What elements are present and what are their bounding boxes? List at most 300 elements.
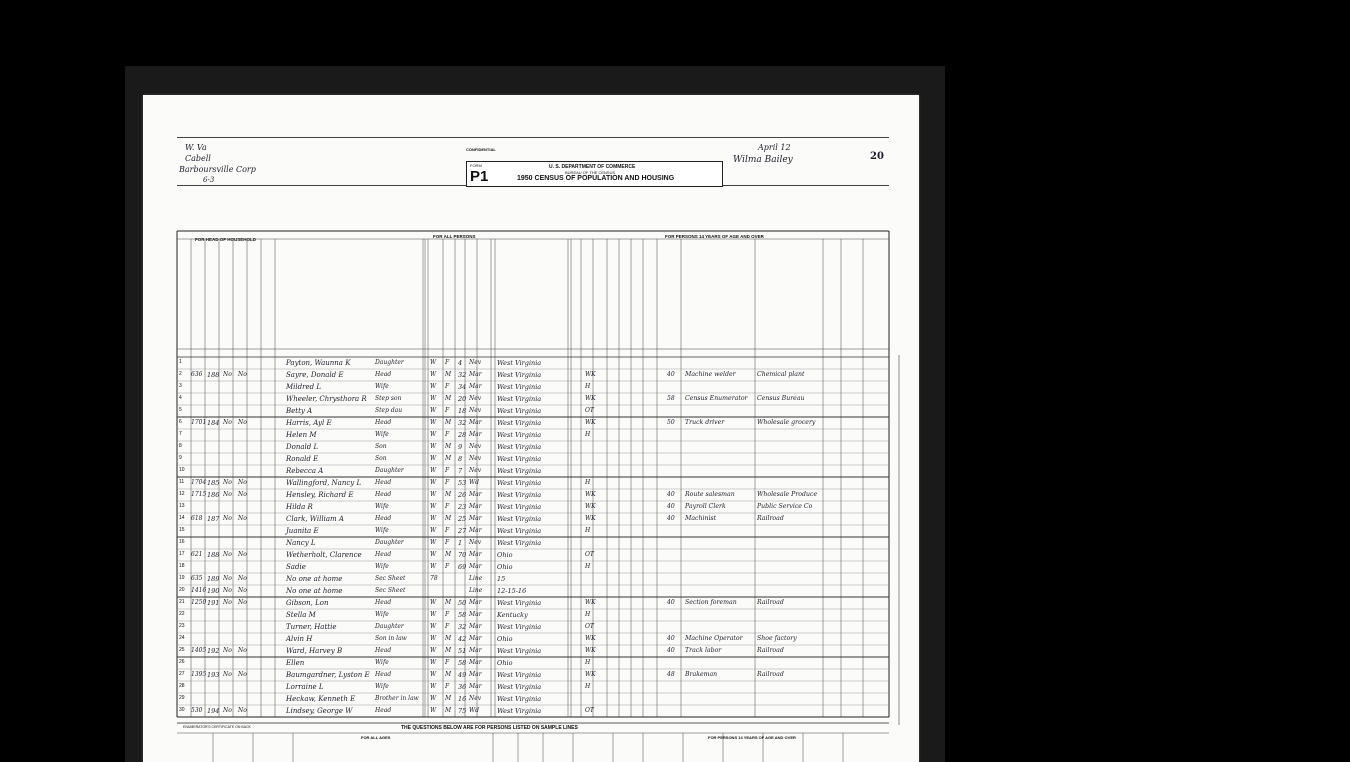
relationship: Step dau [375, 407, 403, 414]
hours-worked: 40 [667, 491, 675, 498]
marital-status: Nev [469, 359, 482, 366]
acres-answer: No [238, 647, 247, 654]
marital-status: Mar [469, 551, 482, 558]
line-number: 3 [179, 383, 182, 389]
relationship: Wife [375, 431, 389, 438]
sex: F [445, 527, 450, 534]
sex: F [445, 683, 450, 690]
sex: M [445, 551, 452, 558]
line-number: 6 [179, 419, 182, 425]
birthplace: West Virginia [497, 395, 542, 403]
birthplace: West Virginia [497, 539, 542, 547]
occupation: Machine welder [685, 371, 736, 378]
industry: Wholesale grocery [757, 419, 816, 426]
form-label: FORM [470, 163, 482, 168]
acres-answer: No [238, 515, 247, 522]
race: W [430, 683, 437, 690]
person-name: Ellen [286, 659, 305, 667]
person-name: Alvin H [286, 635, 313, 643]
race: W [430, 407, 437, 414]
sex: M [445, 695, 452, 702]
employment-status: WK [585, 395, 596, 402]
relationship: Head [375, 491, 392, 498]
race: W [430, 539, 437, 546]
acres-answer: No [238, 587, 247, 594]
county-value: Cabell [185, 154, 211, 163]
line-number: 29 [179, 695, 185, 701]
sex: M [445, 671, 452, 678]
sex: F [445, 479, 450, 486]
acres-answer: No [238, 551, 247, 558]
line-number: 15 [179, 527, 185, 533]
farm-answer: No [223, 419, 232, 426]
birthplace: West Virginia [497, 467, 542, 475]
line-number: 16 [179, 539, 185, 545]
employment-status: WK [585, 671, 596, 678]
person-name: Donald L [286, 443, 319, 451]
marital-status: Nev [469, 395, 482, 402]
line-number: 21 [179, 599, 185, 605]
birthplace: West Virginia [497, 455, 542, 463]
township-value: Barboursville Corp [179, 165, 256, 174]
enumerator-name: Wilma Bailey [733, 155, 793, 165]
age: 50 [458, 599, 467, 607]
race: W [430, 443, 437, 450]
farm-answer: No [223, 371, 232, 378]
age: 34 [458, 383, 467, 391]
farm-answer: No [223, 491, 232, 498]
race: W [430, 503, 437, 510]
sex: F [445, 431, 450, 438]
person-name: Heckaw, Kenneth E [286, 695, 356, 703]
marital-status: Line [469, 575, 483, 582]
race: 78 [430, 575, 438, 582]
employment-status: H [585, 479, 591, 486]
relationship: Wife [375, 683, 389, 690]
marital-status: Mar [469, 659, 482, 666]
serial-number: 189 [207, 575, 220, 583]
relationship: Daughter [375, 623, 404, 630]
farm-answer: No [223, 647, 232, 654]
person-name: Betty A [286, 407, 313, 415]
relationship: Daughter [375, 539, 404, 546]
acres-answer: No [238, 371, 247, 378]
person-name: Mildred L [286, 383, 321, 391]
marital-status: Mar [469, 635, 482, 642]
age: 49 [458, 671, 467, 679]
person-name: Clark, William A [286, 515, 344, 523]
employment-status: WK [585, 503, 596, 510]
marital-status: Line [469, 587, 483, 594]
relationship: Daughter [375, 359, 404, 366]
serial-number: 184 [207, 419, 220, 427]
dwelling-number: 621 [191, 551, 203, 558]
sex: M [445, 635, 452, 642]
occupation: Brakeman [685, 671, 718, 678]
dwelling-number: 1405 [191, 647, 207, 654]
birthplace: Ohio [497, 635, 513, 643]
sheet-number: 20 [870, 151, 884, 162]
employment-status: H [585, 563, 591, 570]
race: W [430, 419, 437, 426]
marital-status: Mar [469, 371, 482, 378]
acres-answer: No [238, 479, 247, 486]
relationship: Head [375, 647, 392, 654]
relationship: Head [375, 551, 392, 558]
birthplace: West Virginia [497, 515, 542, 523]
race: W [430, 359, 437, 366]
serial-number: 190 [207, 587, 220, 595]
person-name: Hensley, Richard E [286, 491, 354, 499]
enumeration-date: April 12 [758, 143, 791, 152]
age: 69 [458, 563, 467, 571]
age: 36 [458, 683, 467, 691]
industry: Census Bureau [757, 395, 805, 402]
marital-status: Mar [469, 563, 482, 570]
line-number: 1 [179, 359, 182, 365]
person-name: Ward, Harvey B [286, 647, 343, 655]
employment-status: WK [585, 599, 596, 606]
person-name: Ronald E [286, 455, 319, 463]
age: 75 [458, 707, 467, 715]
birthplace: West Virginia [497, 407, 542, 415]
birthplace: West Virginia [497, 371, 542, 379]
industry: Wholesale Produce [757, 491, 818, 498]
employment-status: H [585, 431, 591, 438]
birthplace: West Virginia [497, 359, 542, 367]
birthplace: Kentucky [497, 611, 528, 619]
dwelling-number: 1701 [191, 419, 207, 426]
relationship: Head [375, 707, 392, 714]
age: 20 [458, 395, 467, 403]
race: W [430, 671, 437, 678]
hours-worked: 50 [667, 419, 675, 426]
marital-status: Mar [469, 683, 482, 690]
marital-status: Mar [469, 611, 482, 618]
farm-answer: No [223, 599, 232, 606]
line-number: 11 [179, 479, 185, 485]
industry: Railroad [757, 515, 784, 522]
industry: Railroad [757, 671, 784, 678]
serial-number: 186 [207, 491, 220, 499]
person-name: Nancy L [286, 539, 316, 547]
serial-number: 185 [207, 479, 220, 487]
employment-status: WK [585, 635, 596, 642]
occupation: Truck driver [685, 419, 725, 426]
acres-answer: No [238, 575, 247, 582]
hours-worked: 40 [667, 647, 675, 654]
person-name: Payton, Waunna K [286, 359, 351, 367]
serial-number: 187 [207, 515, 220, 523]
line-number: 28 [179, 683, 185, 689]
birthplace: Ohio [497, 551, 513, 559]
farm-answer: No [223, 671, 232, 678]
acres-answer: No [238, 491, 247, 498]
dwelling-number: 1395 [191, 671, 207, 678]
person-name: Wheeler, Chrysthora R [286, 395, 367, 403]
line-number: 9 [179, 455, 182, 461]
line-number: 7 [179, 431, 182, 437]
relationship: Head [375, 515, 392, 522]
relationship: Sec Sheet [375, 587, 406, 594]
farm-answer: No [223, 551, 232, 558]
bureau-label: BUREAU OF THE CENSUS [565, 170, 616, 175]
race: W [430, 551, 437, 558]
race: W [430, 491, 437, 498]
race: W [430, 515, 437, 522]
state-value: W. Va [185, 143, 207, 152]
line-number: 13 [179, 503, 185, 509]
person-name: Sayre, Donald E [286, 371, 344, 379]
person-name: Rebecca A [286, 467, 324, 475]
census-title: 1950 CENSUS OF POPULATION AND HOUSING [517, 175, 675, 182]
sample-lines-header: THE QUESTIONS BELOW ARE FOR PERSONS LISTED ON SAMPLE LINES [401, 725, 578, 731]
relationship: Wife [375, 659, 389, 666]
person-name: Gibson, Lon [286, 599, 329, 607]
hours-worked: 40 [667, 515, 675, 522]
line-number: 26 [179, 659, 185, 665]
age: 9 [458, 443, 463, 451]
acres-answer: No [238, 419, 247, 426]
race: W [430, 707, 437, 714]
employment-status: WK [585, 515, 596, 522]
marital-status: Mar [469, 383, 482, 390]
serial-number: 188 [207, 551, 220, 559]
birthplace: West Virginia [497, 491, 542, 499]
age: 4 [458, 359, 463, 367]
birthplace: Ohio [497, 563, 513, 571]
dwelling-number: 1704 [191, 479, 207, 486]
relationship: Head [375, 671, 392, 678]
line-number: 8 [179, 443, 182, 449]
hours-worked: 40 [667, 635, 675, 642]
age: 32 [458, 623, 467, 631]
age: 51 [458, 647, 467, 655]
age: 23 [458, 503, 467, 511]
dwelling-number: 636 [191, 371, 203, 378]
marital-status: Nev [469, 407, 482, 414]
relationship: Wife [375, 563, 389, 570]
line-number: 27 [179, 671, 185, 677]
person-name: Lorraine L [286, 683, 324, 691]
person-name: Helen M [286, 431, 317, 439]
serial-number: 194 [207, 707, 220, 715]
sex: M [445, 491, 452, 498]
age: 27 [458, 527, 467, 535]
person-name: Harris, Ayl E [286, 419, 332, 427]
census-sheet [143, 95, 919, 762]
age: 26 [458, 491, 467, 499]
marital-status: Mar [469, 671, 482, 678]
birthplace: West Virginia [497, 419, 542, 427]
race: W [430, 431, 437, 438]
age: 7 [458, 467, 463, 475]
person-name: No one at home [286, 587, 343, 595]
person-name: Juanita E [286, 527, 319, 535]
sex: F [445, 611, 450, 618]
acres-answer: No [238, 707, 247, 714]
person-name: Stella M [286, 611, 316, 619]
line-number: 12 [179, 491, 185, 497]
occupation: Payroll Clerk [685, 503, 726, 510]
occupation: Section foreman [685, 599, 737, 606]
age: 53 [458, 479, 467, 487]
occupation: Route salesman [685, 491, 735, 498]
acres-answer: No [238, 599, 247, 606]
employment-status: OT [585, 623, 594, 630]
relationship: Head [375, 371, 392, 378]
birthplace: West Virginia [497, 599, 542, 607]
sex: M [445, 443, 452, 450]
relationship: Step son [375, 395, 402, 402]
occupation: Machine Operator [685, 635, 743, 642]
hours-worked: 40 [667, 371, 675, 378]
person-name: Hilda R [286, 503, 313, 511]
birthplace: West Virginia [497, 623, 542, 631]
sex: M [445, 371, 452, 378]
persons-14-bottom-header: FOR PERSONS 14 YEARS OF AGE AND OVER [708, 735, 796, 740]
hours-worked: 40 [667, 503, 675, 510]
sex: F [445, 359, 450, 366]
relationship: Head [375, 419, 392, 426]
hours-worked: 48 [667, 671, 675, 678]
sex: M [445, 707, 452, 714]
birthplace: West Virginia [497, 443, 542, 451]
marital-status: Mar [469, 527, 482, 534]
employment-status: OT [585, 407, 594, 414]
birthplace: West Virginia [497, 479, 542, 487]
age: 8 [458, 455, 463, 463]
industry: Shoe factory [757, 635, 797, 642]
person-name: No one at home [286, 575, 343, 583]
employment-status: H [585, 659, 591, 666]
confidential-label: CONFIDENTIAL [466, 147, 496, 152]
line-number: 5 [179, 407, 182, 413]
age: 32 [458, 419, 467, 427]
age: 42 [458, 635, 467, 643]
serial-number: 188 [207, 371, 220, 379]
relationship: Son [375, 455, 387, 462]
sex: F [445, 467, 450, 474]
race: W [430, 623, 437, 630]
farm-answer: No [223, 587, 232, 594]
marital-status: Wd [469, 479, 480, 486]
race: W [430, 635, 437, 642]
sex: F [445, 383, 450, 390]
race: W [430, 455, 437, 462]
employment-status: OT [585, 551, 594, 558]
marital-status: Nev [469, 443, 482, 450]
sex: M [445, 419, 452, 426]
occupation: Track labor [685, 647, 722, 654]
race: W [430, 647, 437, 654]
farm-answer: No [223, 575, 232, 582]
industry: Railroad [757, 599, 784, 606]
age: 32 [458, 371, 467, 379]
dwelling-number: 1715 [191, 491, 207, 498]
line-number: 14 [179, 515, 185, 521]
line-number: 25 [179, 647, 185, 653]
hours-worked: 58 [667, 395, 675, 402]
ed-value: 6-3 [203, 176, 215, 184]
employment-status: H [585, 611, 591, 618]
person-name: Wallingford, Nancy L [286, 479, 362, 487]
employment-status: H [585, 527, 591, 534]
race: W [430, 527, 437, 534]
marital-status: Mar [469, 503, 482, 510]
race: W [430, 563, 437, 570]
sex: M [445, 599, 452, 606]
birthplace: West Virginia [497, 527, 542, 535]
employment-status: H [585, 683, 591, 690]
race: W [430, 611, 437, 618]
birthplace: West Virginia [497, 503, 542, 511]
sex: F [445, 659, 450, 666]
marital-status: Nev [469, 539, 482, 546]
employment-status: H [585, 383, 591, 390]
dwelling-number: 618 [191, 515, 203, 522]
relationship: Wife [375, 527, 389, 534]
line-number: 4 [179, 395, 182, 401]
line-number: 10 [179, 467, 185, 473]
marital-status: Mar [469, 647, 482, 654]
relationship: Son in law [375, 635, 407, 642]
relationship: Wife [375, 383, 389, 390]
race: W [430, 371, 437, 378]
birthplace: West Virginia [497, 683, 542, 691]
line-number: 22 [179, 611, 185, 617]
line-number: 30 [179, 707, 185, 713]
industry: Railroad [757, 647, 784, 654]
dwelling-number: 1416 [191, 587, 207, 594]
person-name: Wetherholt, Clarence [286, 551, 362, 559]
dwelling-number: 530 [191, 707, 203, 714]
birthplace: West Virginia [497, 707, 542, 715]
head-household-header: FOR HEAD OF HOUSEHOLD [195, 237, 257, 242]
line-number: 18 [179, 563, 185, 569]
relationship: Brother in law [375, 695, 419, 702]
birthplace: West Virginia [497, 431, 542, 439]
industry: Chemical plant [757, 371, 805, 378]
age: 58 [458, 611, 467, 619]
relationship: Wife [375, 503, 389, 510]
age: 1 [458, 539, 463, 547]
employment-status: WK [585, 647, 596, 654]
marital-status: Mar [469, 491, 482, 498]
serial-number: 193 [207, 671, 220, 679]
marital-status: Mar [469, 419, 482, 426]
person-name: Lindsey, George W [286, 707, 353, 715]
birthplace: 12-15-16 [497, 587, 527, 595]
race: W [430, 599, 437, 606]
marital-status: Nev [469, 695, 482, 702]
occupation: Machinist [685, 515, 717, 522]
age: 18 [458, 407, 467, 415]
sex: F [445, 503, 450, 510]
relationship: Sec Sheet [375, 575, 406, 582]
birthplace: Ohio [497, 659, 513, 667]
person-name: Sadie [286, 563, 306, 571]
marital-status: Mar [469, 431, 482, 438]
enumerator-certificate-note: ENUMERATOR'S CERTIFICATE ON BACK [183, 725, 251, 729]
race: W [430, 479, 437, 486]
line-number: 20 [179, 587, 185, 593]
sex: F [445, 407, 450, 414]
marital-status: Mar [469, 515, 482, 522]
line-number: 17 [179, 551, 185, 557]
relationship: Wife [375, 611, 389, 618]
relationship: Daughter [375, 467, 404, 474]
